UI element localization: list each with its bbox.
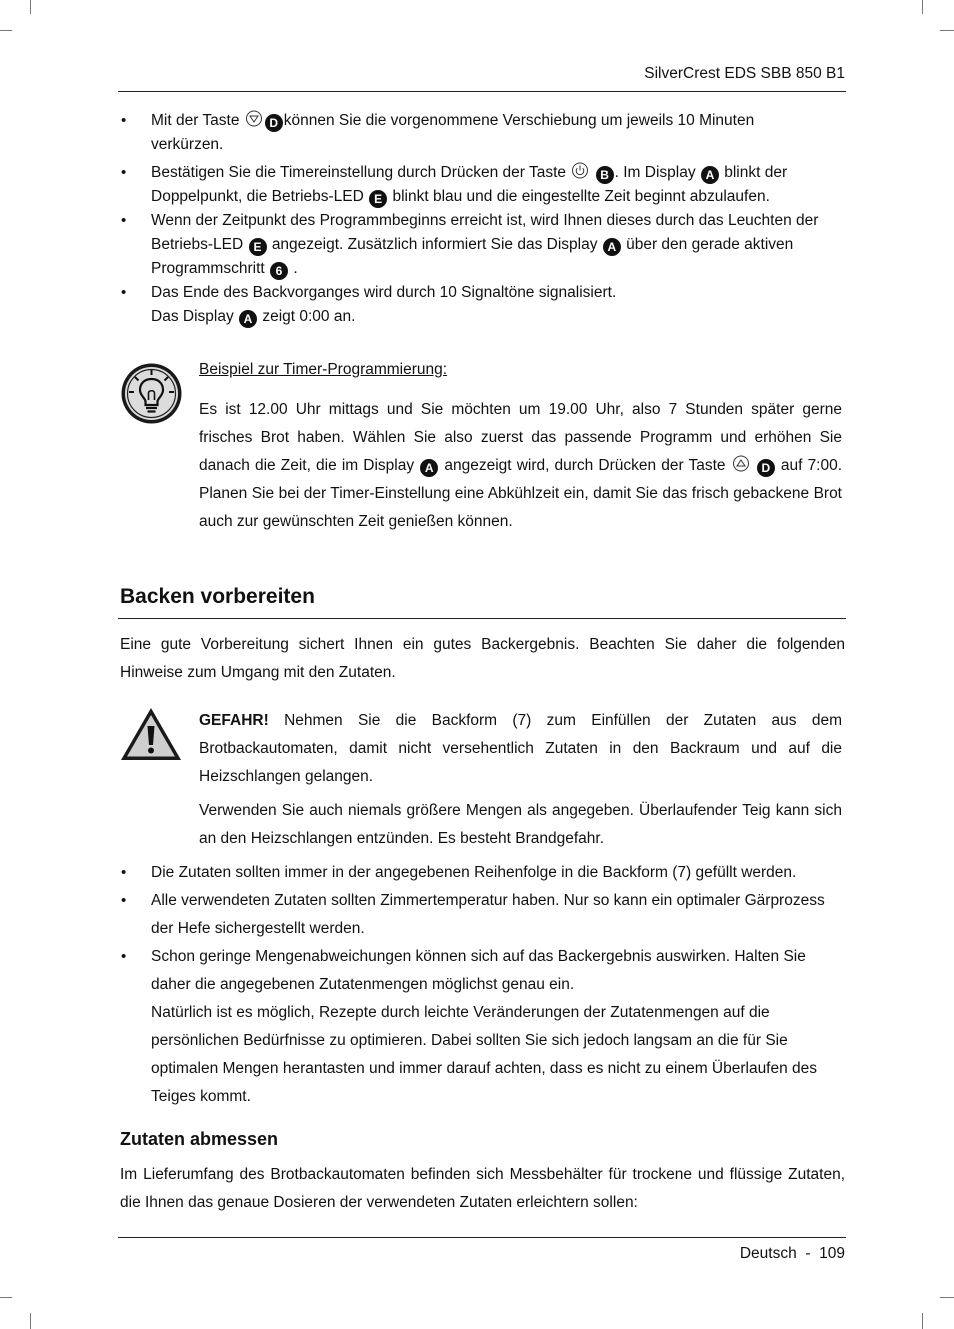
list-item: • Bestätigen Sie die Timereinstellung durch Drücken der Taste B . Im Display A blinkt der Doppelpunkt, die Betriebs-LED E blinkt blau und die eingestellte Zeit beginnt abzulaufen. [120, 161, 830, 209]
display-badge: A [701, 166, 719, 184]
crop-mark [922, 0, 923, 14]
list-item: • Die Zutaten sollten immer in der angegebenen Reihenfolge in die Backform (7) gefüllt werden. [120, 859, 835, 887]
list-item: • Mit der Taste D können Sie die vorgenommene Verschiebung um jeweils 10 Minuten verkürzen. [120, 109, 830, 157]
display-badge: A [603, 238, 621, 256]
tip-heading: Beispiel zur Timer-Programmierung: [199, 361, 448, 378]
section-intro: Eine gute Vorbereitung sichert Ihnen ein gutes Backergebnis. Beachten Sie daher die folgenden Hinweise zum Umgang mit den Zutaten. [120, 636, 845, 681]
led-badge: E [249, 238, 267, 256]
key-badge: B [596, 166, 614, 184]
section-rule [118, 618, 846, 619]
tip-box [199, 356, 842, 536]
crop-mark [940, 30, 954, 31]
section-title: Backen vorbereiten [120, 585, 315, 608]
footer-rule [118, 1237, 846, 1238]
page-number: 109 [819, 1245, 845, 1262]
key-badge: D [757, 459, 775, 477]
warning-triangle-icon [119, 706, 183, 762]
footer-language: Deutsch [739, 1245, 797, 1262]
header-rule [118, 91, 846, 92]
list-item: • Das Ende des Backvorganges wird durch 10 Signaltöne signalisiert. Das Display A zeigt 0:00 an. [120, 281, 830, 329]
preparation-bullet-list [120, 859, 835, 1111]
key-badge: D [265, 114, 283, 132]
warning-text: GEFAHR! Nehmen Sie die Backform (7) zum Einfüllen der Zutaten aus dem Brotbackautomaten, damit nicht versehentlich Zutaten in den Backraum und auf die Heizschlangen gelangen. [199, 712, 842, 785]
lightbulb-icon [120, 362, 183, 425]
up-arrow-button-icon [732, 455, 750, 472]
crop-mark [30, 0, 31, 14]
subsection-text: Im Lieferumfang des Brotbackautomaten befinden sich Messbehälter für trockene und flüssige Zutaten, die Ihnen das genaue Dosieren der verwendeten Zutaten erleichtern sollen: [120, 1166, 845, 1211]
warning-text-2: Verwenden Sie auch niemals größere Mengen als angegeben. Überlaufender Teig kann sich an den Heizschlangen entzünden. Es besteht Brandgefahr. [199, 802, 842, 847]
warning-label: GEFAHR! [199, 712, 269, 729]
list-item: • Schon geringe Mengenabweichungen können sich auf das Backergebnis auswirken. Halten Sie daher die angegebenen Zutatenmengen möglichst genau ein. Natürlich ist es möglich, Rezepte durch leichte Veränderungen der Zutatenmengen auf die persönlichen Bedürfnisse zu optimieren. Dabei sollten Sie sich jedoch langsam an die für Sie optimalen Mengen herantasten und immer darauf achten, dass es nicht zu einem Überlaufen des Teiges kommt. [120, 943, 835, 1111]
step-badge: 6 [270, 262, 288, 280]
crop-mark [0, 30, 12, 31]
crop-mark [922, 1313, 923, 1329]
warning-box [199, 707, 842, 853]
start-stop-button-icon [571, 162, 589, 179]
down-arrow-button-icon [245, 110, 263, 127]
crop-mark [940, 1297, 954, 1298]
crop-mark [0, 1297, 12, 1298]
led-badge: E [369, 190, 387, 208]
page-footer: Deutsch - 109 [739, 1245, 845, 1262]
subsection-title: Zutaten abmessen [120, 1129, 279, 1149]
timer-bullet-list [120, 109, 830, 329]
display-badge: A [420, 459, 438, 477]
running-header: SilverCrest EDS SBB 850 B1 [644, 65, 845, 82]
display-badge: A [239, 310, 257, 328]
list-item: • Alle verwendeten Zutaten sollten Zimmertemperatur haben. Nur so kann ein optimaler Gärprozess der Hefe sichergestellt werden. [120, 887, 835, 943]
crop-mark [30, 1313, 31, 1329]
tip-text: Es ist 12.00 Uhr mittags und Sie möchten um 19.00 Uhr, also 7 Stunden später gerne frisches Brot haben. Wählen Sie also zuerst das passende Programm und erhöhen Sie danach die Zeit, die im Display A angezeigt wird, durch Drücken der Taste D auf 7:00. Planen Sie bei der Timer-Einstellung eine Abkühlzeit ein, damit Sie das frisch gebackene Brot auch zur gewünschten Zeit genießen können. [199, 401, 843, 530]
list-item: • Wenn der Zeitpunkt des Programmbeginns erreicht ist, wird Ihnen dieses durch das Leuchten der Betriebs-LED E angezeigt. Zusätzlich informiert Sie das Display A über den gerade aktiven Programmschritt 6 . [120, 209, 830, 281]
